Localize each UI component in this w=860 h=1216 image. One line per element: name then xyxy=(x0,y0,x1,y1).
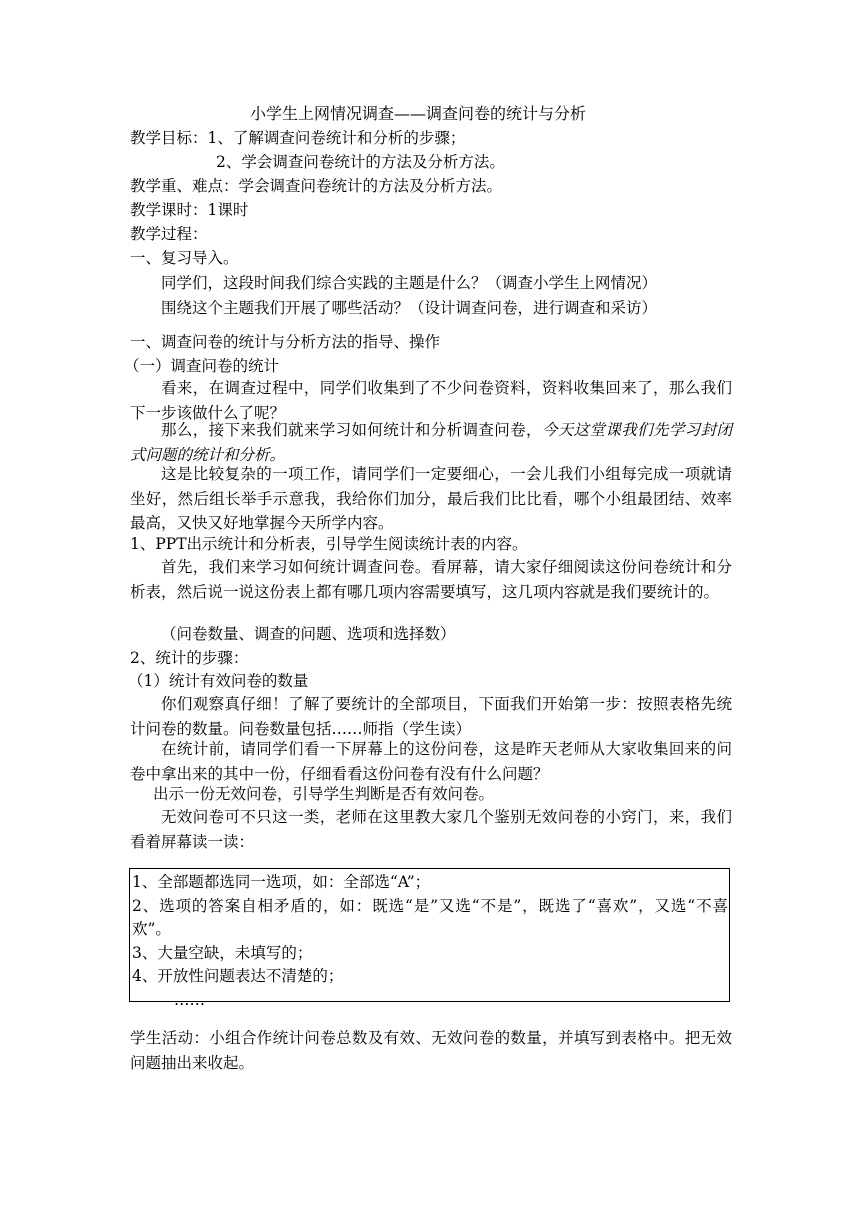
objectives-label: 教学目标： xyxy=(130,129,208,147)
document-title: 小学生上网情况调查——调查问卷的统计与分析 xyxy=(250,104,587,123)
paragraph-3: 这是比较复杂的一项工作，请同学们一定要细心，一会儿我们小组每完成一项就请坐好，然后组长举手示意我，我给你们加分，最后我们比比看，哪个小组最团结、效率最高，又快又好地掌握今天所学内容。 xyxy=(130,465,732,533)
paragraph-4-answer: （问卷数量、调查的问题、选项和选择数） xyxy=(161,625,456,643)
tip-item-3: 3、大量空缺，未填写的； xyxy=(132,943,313,962)
class-periods: 教学课时：1课时 xyxy=(130,201,249,219)
tip-ellipsis: …… xyxy=(174,990,205,1009)
objective-1: 1、了解调查问卷统计和分析的步骤； xyxy=(207,129,466,147)
tip-item-1: 1、全部题都选同一选项，如：全部选“A”； xyxy=(132,873,431,891)
invalid-survey-tips-box xyxy=(129,868,730,1009)
process-heading: 教学过程： xyxy=(130,225,208,243)
paragraph-2 xyxy=(130,418,732,467)
paragraph-8: 无效问卷可不只这一类，老师在这里教大家几个鉴别无效问卷的小窍门，来，我们看着屏幕读一读： xyxy=(130,808,732,851)
paragraph-4: 首先，我们来学习如何统计调查问卷。看屏幕，请大家仔细阅读这份问卷统计和分析表，然后说一说这份表上都有哪几项内容需要填写，这几项内容就是我们要统计的。 xyxy=(130,558,732,601)
sub-heading-survey-stats: （一）调查问卷的统计 xyxy=(124,357,280,375)
objective-2: 2、学会调查问卷统计的方法及分析方法。 xyxy=(216,153,505,171)
tip-item-2: 2、选项的答案自相矛盾的，如：既选“是”又选“不是”，既选了“喜欢”，又选“不喜欢”。 xyxy=(132,896,728,938)
review-question-2: 围绕这个主题我们开展了哪些活动？（设计调查问卷，进行调查和采访） xyxy=(161,299,658,317)
tip-item-4: 4、开放性问题表达不清楚的； xyxy=(132,967,344,985)
paragraph-1: 看来，在调查过程中，同学们收集到了不少问卷资料，资料收集回来了，那么我们下一步该做什么了呢？ xyxy=(130,379,732,422)
objectives-line xyxy=(130,126,465,150)
review-question-1: 同学们，这段时间我们综合实践的主题是什么？（调查小学生上网情况） xyxy=(161,274,658,292)
key-points: 教学重、难点：学会调查问卷统计的方法及分析方法。 xyxy=(130,177,503,195)
section-heading: 一、调查问卷的统计与分析方法的指导、操作 xyxy=(130,333,441,351)
paragraph-2-text: 那么，接下来我们就来学习如何统计和分析调查问卷， xyxy=(161,421,542,439)
step-2: 2、统计的步骤： xyxy=(130,649,249,667)
paragraph-5: 你们观察真仔细！了解了要统计的全部项目，下面我们开始第一步：按照表格先统计问卷的数量。问卷数量包括……师指（学生读） xyxy=(130,695,732,738)
paragraph-2-italic: 今天这堂课我们先学习封闭式问题的统计和分析。 xyxy=(130,421,732,464)
paragraph-6: 在统计前，请同学们看一下屏幕上的这份问卷，这是昨天老师从大家收集回来的问卷中拿出来的其中一份，仔细看看这份问卷有没有什么问题？ xyxy=(130,740,732,783)
sub-step-1: （1）统计有效问卷的数量 xyxy=(128,672,309,690)
step-1: 1、PPT出示统计和分析表，引导学生阅读统计表的内容。 xyxy=(130,535,528,553)
student-activity: 学生活动：小组合作统计问卷总数及有效、无效问卷的数量，并填写到表格中。把无效问题抽出来收起。 xyxy=(130,1029,732,1072)
paragraph-7: 出示一份无效问卷，引导学生判断是否有效问卷。 xyxy=(153,785,495,803)
review-heading: 一、复习导入。 xyxy=(130,249,239,267)
